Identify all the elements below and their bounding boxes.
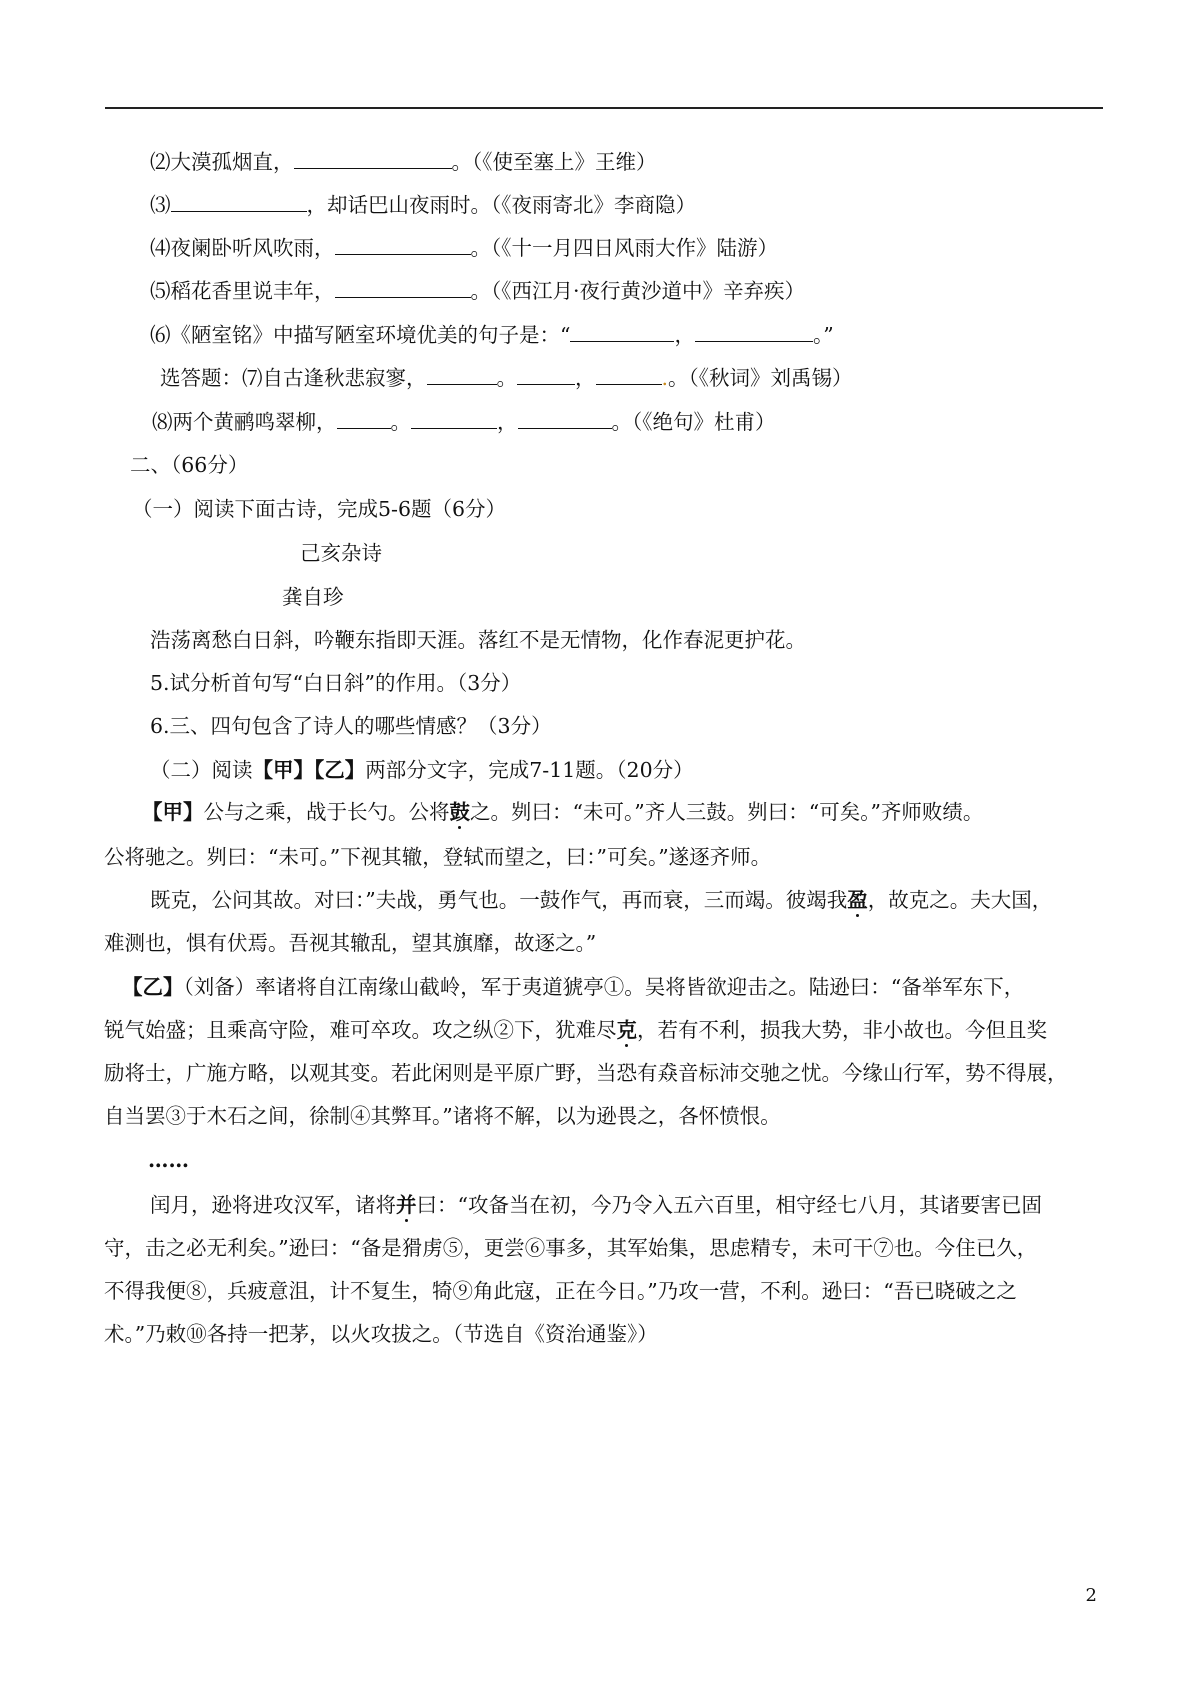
answer-blank-1[interactable] bbox=[337, 407, 391, 429]
prompt-text: 两个黄鹂鸣翠柳， bbox=[172, 410, 337, 434]
punctuation: 。 bbox=[390, 410, 411, 434]
answer-blank[interactable] bbox=[171, 190, 307, 212]
answer-blank[interactable] bbox=[294, 147, 452, 169]
item-number: ⑵ bbox=[150, 150, 171, 174]
passage-yi-line-7: 不得我便⑧，兵疲意沮，计不复生，犄⑨角此寇，正在今日。”乃攻一营，不利。逊曰：“吾已晓破之之 bbox=[104, 1279, 1017, 1303]
punctuation: ， bbox=[575, 366, 596, 390]
answer-blank-1[interactable] bbox=[570, 320, 674, 342]
passage-yi-line-8: 术。”乃敕⑩各持一把茅，以火攻拔之。（节选自《资治通鉴》） bbox=[104, 1322, 658, 1346]
prompt-text: 夜阑卧听风吹雨， bbox=[170, 236, 335, 260]
prompt-text: 稻花香里说丰年， bbox=[170, 279, 335, 303]
edit-mark: . bbox=[661, 366, 669, 390]
question-3-line bbox=[150, 190, 696, 220]
passage-yi-line-4: 自当罢③于木石之间，徐制④其弊耳。”诸将不解，以为逊畏之，各怀愤恨。 bbox=[104, 1104, 781, 1128]
optional-label: 选答题： bbox=[160, 366, 242, 390]
answer-blank[interactable] bbox=[335, 276, 471, 298]
question-8-line bbox=[152, 407, 776, 437]
source-text: 。（《绝句》杜甫） bbox=[611, 410, 776, 434]
poem-title: 己亥杂诗 bbox=[300, 541, 382, 565]
answer-blank-2[interactable] bbox=[517, 363, 575, 385]
annotated-word: 盈 bbox=[847, 888, 868, 912]
answer-blank-2[interactable] bbox=[695, 320, 813, 342]
item-number: ⑺ bbox=[242, 366, 263, 390]
passage-jia-line-2: 公将驰之。刿曰：“未可。”下视其辙，登轼而望之，曰：”可矣。”遂逐齐师。 bbox=[104, 845, 772, 869]
source-text: 。（《十一月四日风雨大作》陆游） bbox=[470, 236, 778, 260]
answer-blank-3[interactable] bbox=[518, 407, 612, 429]
source-text: 。（《西江月·夜行黄沙道中》辛弃疾） bbox=[470, 279, 806, 303]
item-number: ⑸ bbox=[150, 279, 171, 303]
prompt-text: ，却话巴山夜雨时。（《夜雨寄北》李商隐） bbox=[306, 193, 696, 217]
passage-yi-line-5: 闰月，逊将进攻汉军，诸将并曰：“攻备当在初，今乃令入五六百里，相守经七八月，其诸要害已固 bbox=[150, 1193, 1042, 1217]
item-number: ⑹ bbox=[150, 323, 171, 347]
annotated-word: 并 bbox=[396, 1193, 417, 1217]
annotated-word: 鼓 bbox=[449, 800, 470, 824]
answer-blank-1[interactable] bbox=[427, 363, 497, 385]
passage-yi-line-1: 【乙】（刘备）率诸将自江南缘山截岭，军于夷道猇亭①。吴将皆欲迎击之。陆逊曰：“备举军东下， bbox=[122, 975, 1025, 999]
poem-text: 浩荡离愁白日斜，吟鞭东指即天涯。落红不是无情物，化作春泥更护花。 bbox=[150, 628, 806, 652]
label-jia: 【甲】 bbox=[252, 758, 314, 782]
part-one-intro: （一）阅读下面古诗，完成5-6题（6分） bbox=[132, 497, 507, 521]
item-number: ⑻ bbox=[152, 410, 173, 434]
question-6-line bbox=[150, 320, 834, 350]
source-text: 。（《秋词》刘禹锡） bbox=[668, 366, 853, 390]
answer-blank-2[interactable] bbox=[411, 407, 497, 429]
ellipsis: …… bbox=[148, 1148, 189, 1172]
question-6: 6.三、四句包含了诗人的哪些情感？（3分） bbox=[150, 714, 552, 738]
passage-jia-line-3: 既克，公问其故。对曰：”夫战，勇气也。一鼓作气，再而衰，三而竭。彼竭我盈，故克之。夫大国， bbox=[150, 888, 1053, 912]
item-number: ⑶ bbox=[150, 193, 171, 217]
punctuation: 。 bbox=[496, 366, 517, 390]
answer-blank-3[interactable] bbox=[596, 363, 662, 385]
prompt-text: 自古逢秋悲寂寥， bbox=[262, 366, 427, 390]
passage-yi-line-2: 锐气始盛；且乘高守险，难可卒攻。攻之纵②下，犹难尽克，若有不利，损我大势，非小故也。今但且奖 bbox=[104, 1018, 1047, 1042]
question-2-line bbox=[150, 147, 657, 177]
passage-yi-line-6: 守，击之必无利矣。”逊曰：“备是猾虏⑤，更尝⑥事多，其军始集，思虑精专，未可干⑦也。今住已久， bbox=[104, 1236, 1038, 1260]
page-number: 2 bbox=[1085, 1585, 1097, 1606]
prompt-text: 《陋室铭》中描写陋室环境优美的句子是：“ bbox=[170, 323, 571, 347]
source-text: 。（《使至塞上》王维） bbox=[451, 150, 657, 174]
item-number: ⑷ bbox=[150, 236, 171, 260]
separator: ， bbox=[674, 323, 695, 347]
poem-author: 龚自珍 bbox=[282, 585, 344, 609]
passage-jia-line-1: 【甲】公与之乘，战于长勺。公将鼓之。刿曰：“未可。”齐人三鼓。刿曰：“可矣。”齐师败绩。 bbox=[142, 800, 984, 824]
label-yi: 【乙】 bbox=[314, 758, 366, 782]
closing-text: 。” bbox=[812, 323, 834, 347]
passage-label: 【甲】 bbox=[142, 800, 204, 824]
part-two-intro: （二）阅读【甲】【乙】两部分文字，完成7-11题。（20分） bbox=[150, 758, 694, 782]
question-5-line bbox=[150, 276, 805, 306]
header-rule bbox=[105, 107, 1103, 109]
punctuation: ， bbox=[497, 410, 518, 434]
question-7-line bbox=[160, 363, 853, 393]
question-5: 5.试分析首句写“白日斜”的作用。（3分） bbox=[150, 671, 522, 695]
prompt-text: 大漠孤烟直， bbox=[170, 150, 294, 174]
answer-blank[interactable] bbox=[335, 233, 471, 255]
question-4-line bbox=[150, 233, 778, 263]
annotated-word: 克 bbox=[616, 1018, 637, 1042]
passage-jia-line-4: 难测也，惧有伏焉。吾视其辙乱，望其旗靡，故逐之。” bbox=[104, 931, 597, 955]
passage-label: 【乙】 bbox=[122, 975, 184, 999]
section-heading: 二、（66分） bbox=[130, 453, 249, 477]
passage-yi-line-3: 励将士，广施方略，以观其变。若此闲则是平原广野，当恐有猋音标沛交驰之忧。今缘山行军，势不得展， bbox=[104, 1061, 1068, 1085]
